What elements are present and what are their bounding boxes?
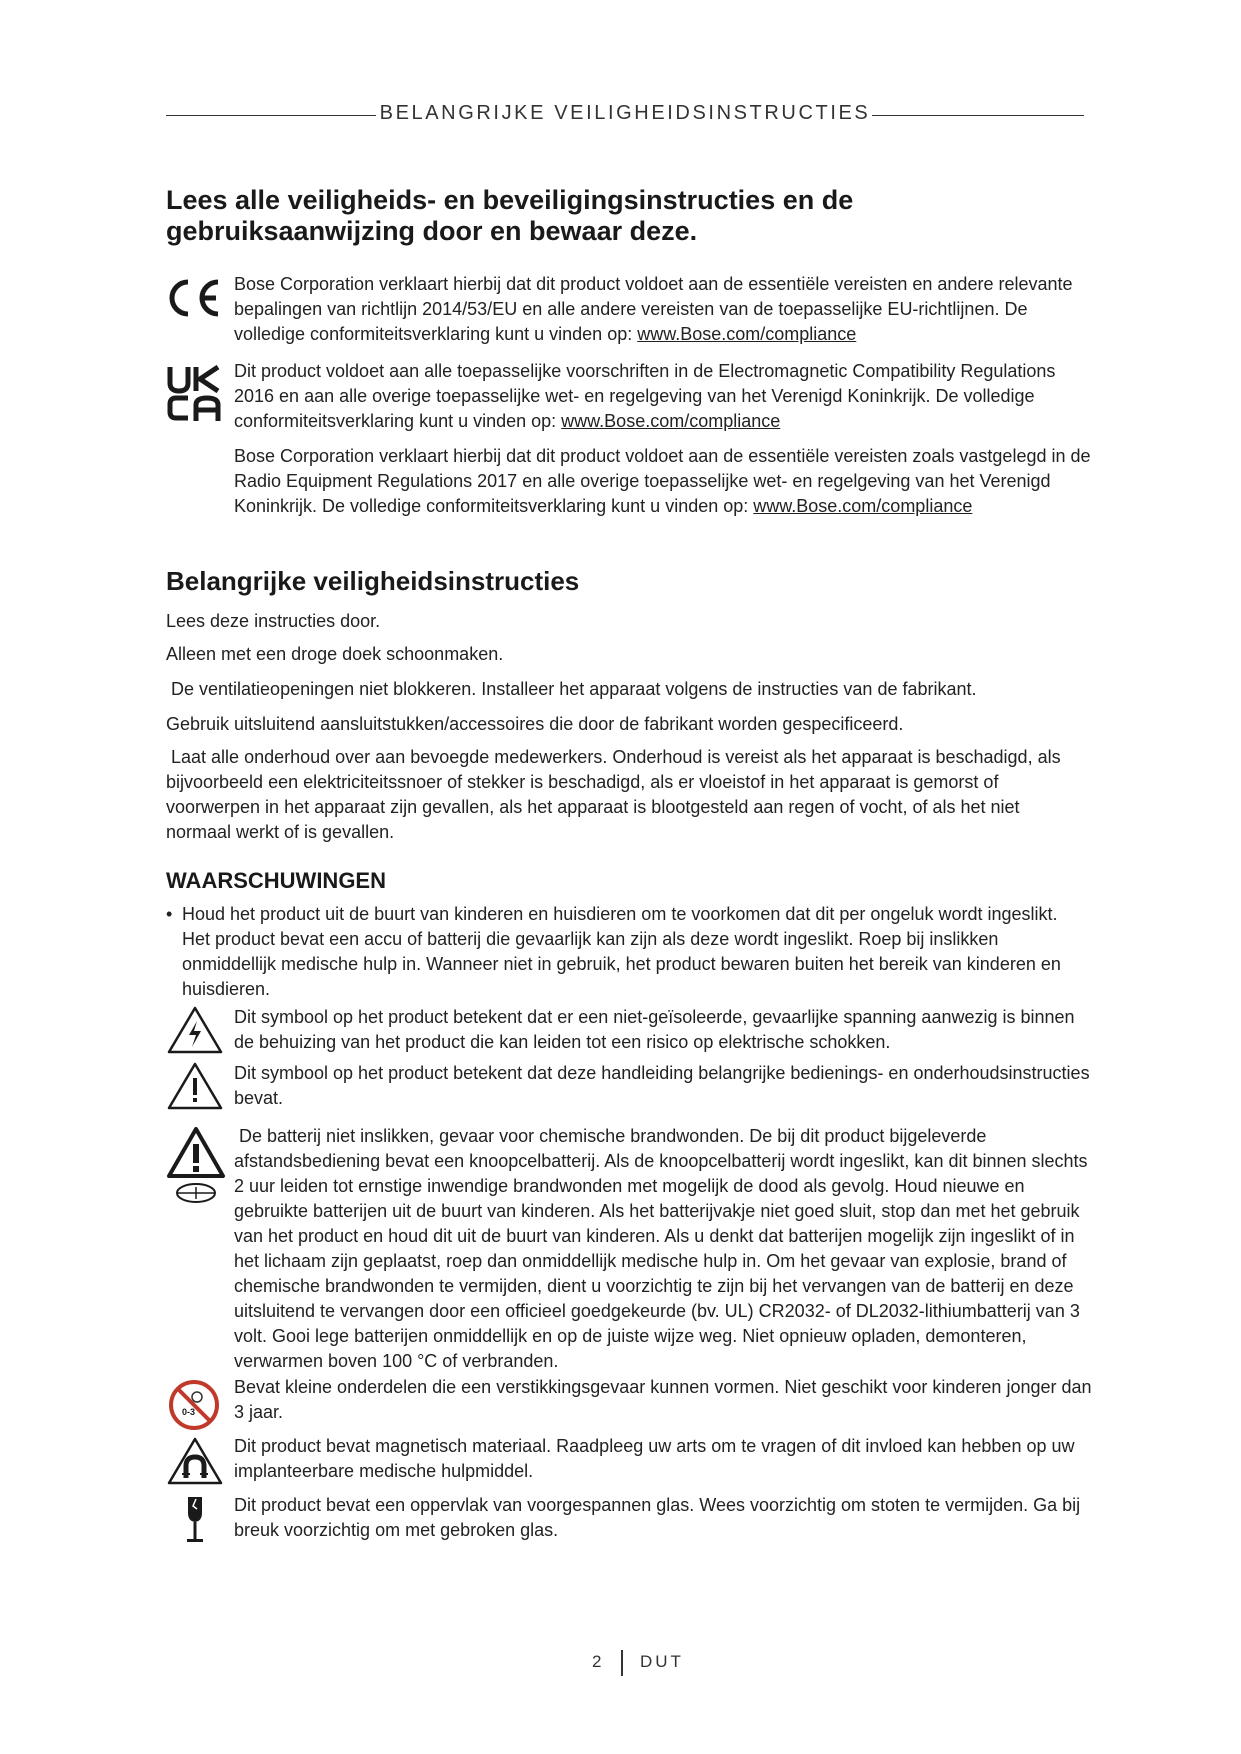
voltage-warning [166,1005,1096,1061]
ukca-statement: Dit product voldoet aan alle toepasselijke voorschriften in de Electromagnetic Compatibility Regulations 2016 en aan alle overige toepasselijke wet- en regelgeving van het Verenigd Koninkrijk. De volledige conformiteitsverklaring kunt u vinden op: www.Bose.com/compliance [234,361,1056,431]
safety-item: De ventilatieopeningen niet blokkeren. Installeer het apparaat volgens de instructies van de fabrikant. [166,679,977,699]
fragile-glass-icon [166,1495,224,1547]
safety-heading: Belangrijke veiligheidsinstructies [166,566,580,596]
bullet-marker: • [166,904,173,924]
battery-warning-icon [166,1126,226,1206]
radio-statement: Bose Corporation verklaart hierbij dat dit product voldoet aan de essentiële vereisten zoals vastgelegd in de Radio Equipment Regulations 2017 en alle overige toepasselijke wet- en regelgeving van het Verenigd Koninkrijk. De volledige conformiteitsverklaring kunt u vinden op: www.Bose.com/compliance [234,446,1091,516]
small-parts-text: Bevat kleine onderdelen die een verstikkingsgevaar kunnen vormen. Niet geschikt voor kinderen jonger dan 3 jaar. [234,1377,1092,1422]
glass-text: Dit product bevat een oppervlak van voorgespannen glas. Wees voorzichtig om stoten te vermijden. Ga bij breuk voorzichtig om met gebroken glas. [234,1495,1081,1540]
ukca-mark-icon [166,365,222,423]
main-title: Lees alle veiligheids- en beveiligingsinstructies en de gebruiksaanwijzing door en bewaar deze. [166,185,854,246]
footer-separator [621,1650,623,1676]
safety-item: Laat alle onderhoud over aan bevoegde medewerkers. Onderhoud is vereist als het apparaat is beschadigd, als bijvoorbeeld een elektriciteitssnoer of stekker is beschadigd, als er vloeistof in het apparaat is gemorst of voorwerpen in het apparaat zijn gevallen, als het apparaat is blootgesteld aan regen of vocht, of als het niet normaal werkt of is gevallen. [166,747,1066,842]
manual-warning [166,1061,1096,1117]
page-number: 2 [592,1652,602,1671]
battery-warning [166,1124,1096,1371]
page-footer [0,1650,1241,1680]
glass-warning [166,1493,1096,1553]
manual-text: Dit symbool op het product betekent dat deze handleiding belangrijke bedienings- en onderhoudsinstructies bevat. [234,1063,1090,1108]
safety-item: Gebruik uitsluitend aansluitstukken/accessoires die door de fabrikant worden gespecificeerd. [166,714,904,734]
ukca-compliance-link[interactable]: www.Bose.com/compliance [561,411,781,431]
magnetic-warning [166,1434,1096,1490]
battery-text: De batterij niet inslikken, gevaar voor chemische brandwonden. De bij dit product bijgeleverde afstandsbediening bevat een knoopcelbatterij. Als de knoopcelbatterij wordt ingeslikt, kan dit binnen slechts 2 uur leiden tot ernstige inwendige brandwonden met mogelijk de dood als gevolg. Houd nieuwe en gebruikte batterijen uit de buurt van kinderen. Als het batterijvakje niet goed sluit, stop dan met het gebruik van het product en houd dit uit de buurt van kinderen. Als u denkt dat batterijen mogelijk zijn ingeslikt of in het lichaam zijn geplaatst, roep dan onmiddellijk medische hulp in. Om het gevaar van explosie, brand of chemische brandwonden te vermijden, dient u voorzichtig te zijn bij het vervangen van de batterij en deze uitsluitend te vervangen door een officieel goedgekeurde (bv. UL) CR2032- of DL2032-lithiumbatterij van 3 volt. Gooi lege batterijen onmiddellijk en op de juiste wijze weg. Niet opnieuw opladen, demonteren, verwarmen boven 100 °C of verbranden. [234,1126,1093,1371]
page-header [166,102,1084,130]
radio-compliance-block [166,444,1096,524]
exclamation-triangle-icon [166,1061,224,1111]
ce-statement: Bose Corporation verklaart hierbij dat dit product voldoet aan de essentiële vereisten en andere relevante bepalingen van richtlijn 2014/53/EU en alle andere vereisten van de toepasselijke EU-richtlijnen. De volledige conformiteitsverklaring kunt u vinden op: www.Bose.com/compliance [234,274,1073,344]
ce-compliance-link[interactable]: www.Bose.com/compliance [637,324,857,344]
safety-item: Alleen met een droge doek schoonmaken. [166,644,504,664]
warnings-heading: WAARSCHUWINGEN [166,868,386,893]
language-code: DUT [640,1652,684,1671]
magnetic-text: Dit product bevat magnetisch materiaal. Raadpleeg uw arts om te vragen of dit invloed kan hebben op uw implanteerbare medische hulpmiddel. [234,1436,1075,1481]
magnet-warning-icon [166,1436,224,1486]
bullet-text: Houd het product uit de buurt van kinderen en huisdieren om te voorkomen dat dit per ongeluk wordt ingeslikt. Het product bevat een accu of batterij die gevaarlijk kan zijn als deze wordt ingeslikt. Roep bij inslikken onmiddellijk medische hulp in. Wanneer niet in gebruik, het product bewaren buiten het bereik van kinderen en huisdieren. [182,904,1061,999]
age-label: 0-3 [182,1407,196,1417]
small-parts-warning [166,1375,1096,1431]
radio-compliance-link[interactable]: www.Bose.com/compliance [753,496,973,516]
ce-compliance-block [166,272,1096,352]
high-voltage-icon [166,1005,224,1055]
safety-item: Lees deze instructies door. [166,611,381,631]
ukca-compliance-block [166,359,1096,439]
header-rule-right [872,115,1084,116]
ce-mark-icon [166,276,224,320]
no-children-0-3-icon [166,1377,222,1433]
voltage-text: Dit symbool op het product betekent dat er een niet-geïsoleerde, gevaarlijke spanning aanwezig is binnen de behuizing van het product die kan leiden tot een risico op elektrische schokken. [234,1007,1075,1052]
header-title: BELANGRIJKE VEILIGHEIDSINSTRUCTIES [379,102,871,124]
